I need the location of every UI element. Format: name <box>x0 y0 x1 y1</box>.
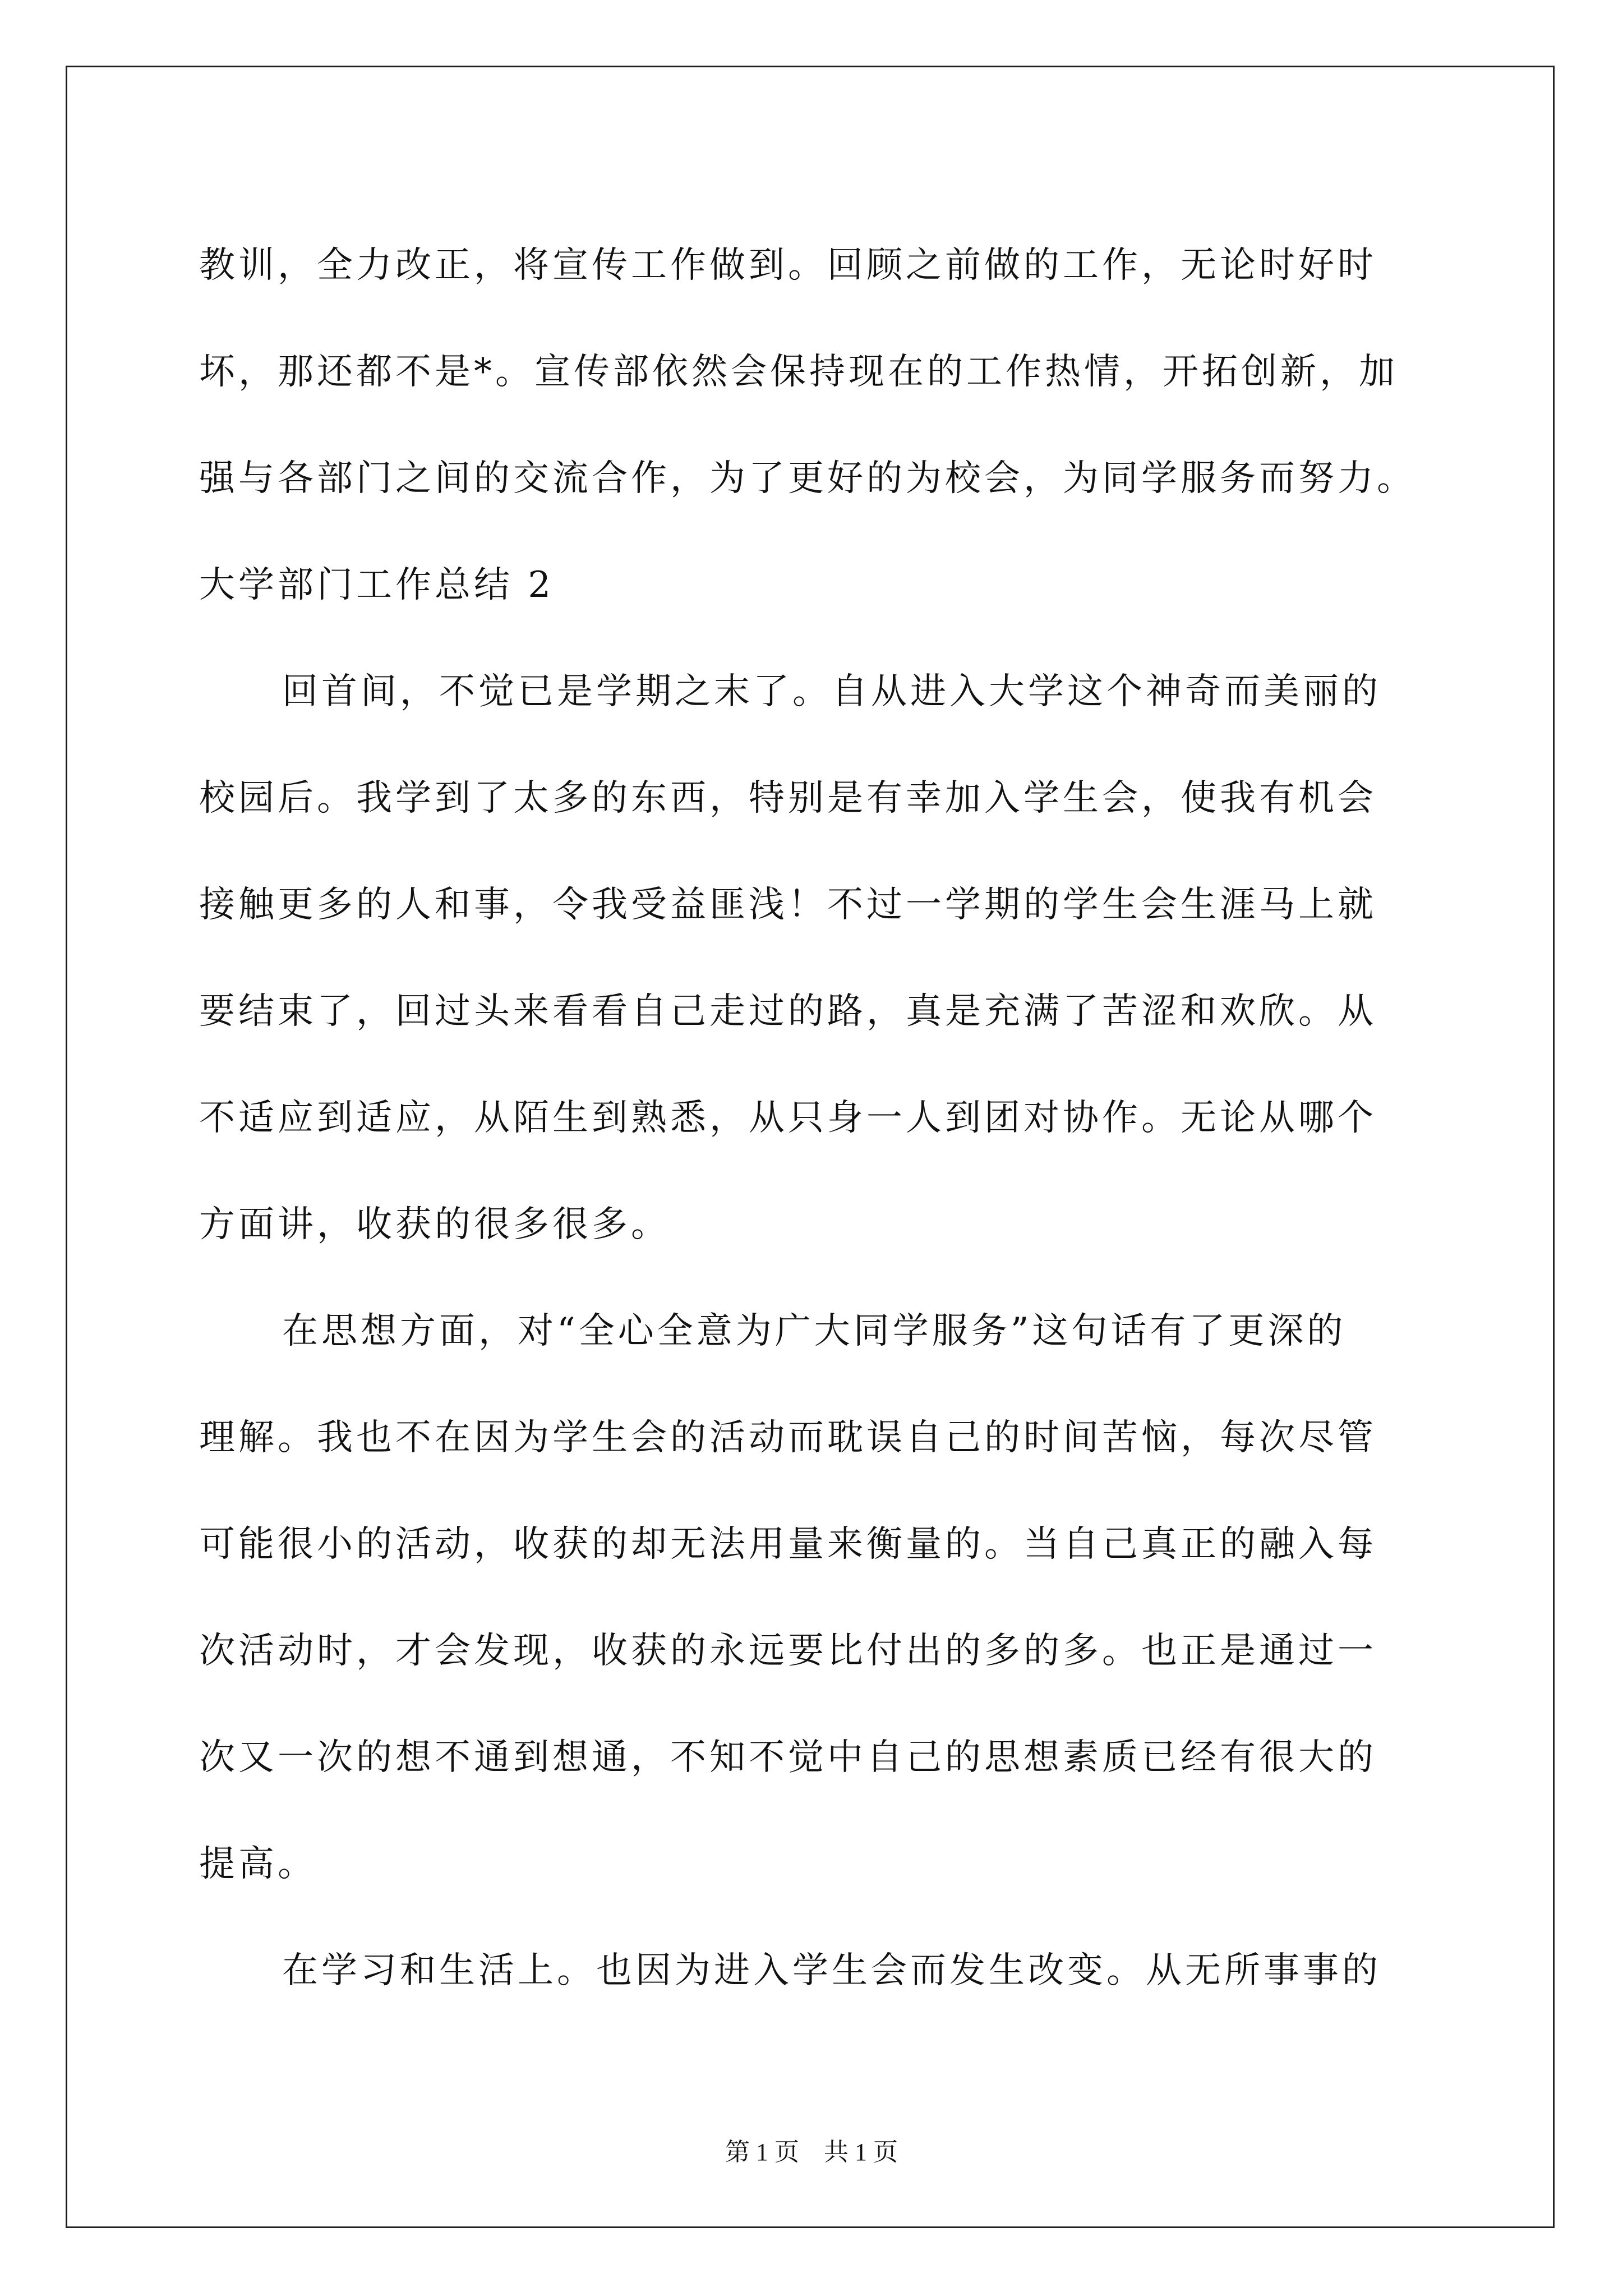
text-line: 教训，全力改正，将宣传工作做到。回顾之前做的工作，无论时好时 <box>199 245 1377 286</box>
text-line: 不适应到适应，从陌生到熟悉，从只身一人到团对协作。无论从哪个 <box>199 1097 1377 1139</box>
paragraph-first-line: 在学习和生活上。也因为进入学生会而发生改变。从无所事事的 <box>282 1950 1381 1991</box>
text-line: 提高。 <box>199 1843 317 1885</box>
text-line: 可能很小的活动，收获的却无法用量来衡量的。当自己真正的融入每 <box>199 1524 1377 1565</box>
paragraph-first-line: 回首间，不觉已是学期之末了。自从进入大学这个神奇而美丽的 <box>282 671 1381 712</box>
text-line: 校园后。我学到了太多的东西，特别是有幸加入学生会，使我有机会 <box>199 777 1377 819</box>
text-line: 方面讲，收获的很多很多。 <box>199 1204 670 1245</box>
text-line: 理解。我也不在因为学生会的活动而耽误自己的时间苦恼，每次尽管 <box>199 1417 1377 1458</box>
text-line: 接触更多的人和事，令我受益匪浅！不过一学期的学生会生涯马上就 <box>199 884 1377 926</box>
section-heading: 大学部门工作总结 2 <box>199 564 555 606</box>
text-line: 次活动时，才会发现，收获的永远要比付出的多的多。也正是通过一 <box>199 1630 1377 1672</box>
document-body <box>199 212 1427 2024</box>
page-number: 第 1 页 共 1 页 <box>725 2138 898 2166</box>
text-line: 强与各部门之间的交流合作，为了更好的为校会，为同学服务而努力。 <box>199 458 1416 499</box>
text-line: 坏，那还都不是*。宣传部依然会保持现在的工作热情，开拓创新，加 <box>199 351 1398 393</box>
text-line: 要结束了，回过头来看看自己走过的路，真是充满了苦涩和欢欣。从 <box>199 991 1377 1032</box>
text-line: 次又一次的想不通到想通，不知不觉中自己的思想素质已经有很大的 <box>199 1737 1377 1778</box>
paragraph-first-line: 在思想方面，对“全心全意为广大同学服务”这句话有了更深的 <box>282 1310 1347 1352</box>
